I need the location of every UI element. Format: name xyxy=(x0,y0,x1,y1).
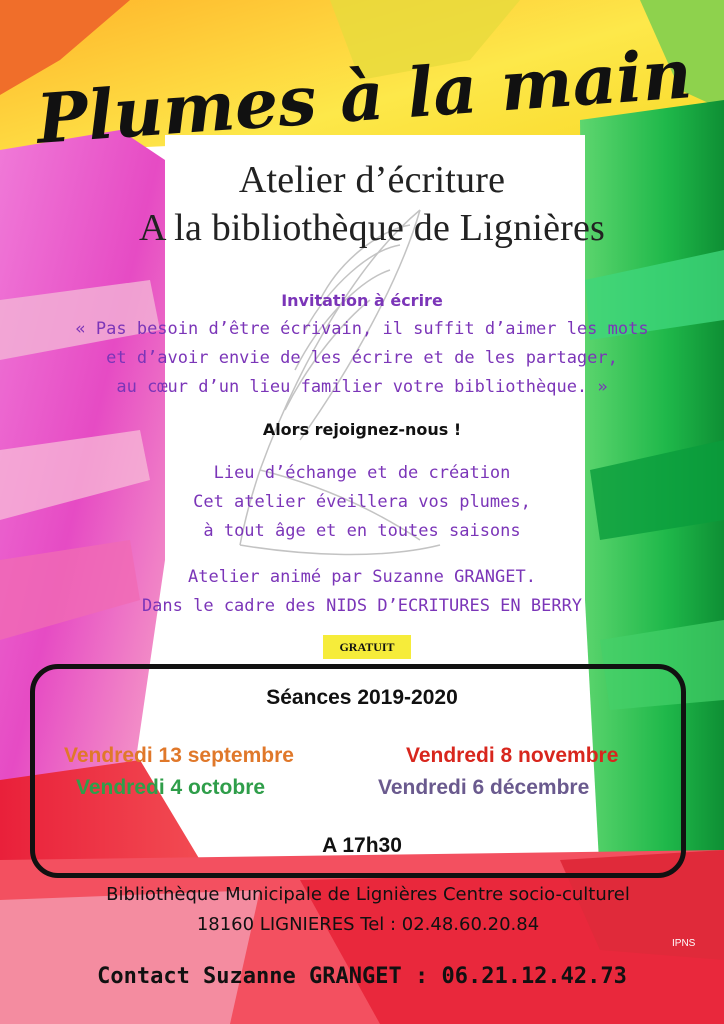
animation-line: Atelier animé par Suzanne GRANGET. xyxy=(188,567,536,587)
session-date: Vendredi 13 septembre xyxy=(64,744,294,767)
invitation-block xyxy=(0,286,724,402)
place-line: Lieu d’échange et de création xyxy=(213,463,511,483)
subtitle-line-2: A la bibliothèque de Lignières xyxy=(138,207,606,249)
subtitle-line-1: Atelier d’écriture xyxy=(238,159,506,201)
invitation-line: « Pas besoin d’être écrivain, il suffit d’aimer les mots xyxy=(75,319,649,339)
invitation-line: et d’avoir envie de les écrire et de les partager, xyxy=(106,348,618,368)
join-us-text: Alors rejoignez-nous ! xyxy=(262,420,462,439)
session-date: Vendredi 4 octobre xyxy=(76,776,266,799)
invitation-heading: Invitation à écrire xyxy=(281,291,443,310)
session-date: Vendredi 6 décembre xyxy=(378,776,590,799)
invitation-line: au cœur d’un lieu familier votre bibliothèque. » xyxy=(116,377,608,397)
contact-line: Contact Suzanne GRANGET : 06.21.12.42.73 xyxy=(97,964,627,989)
place-line: à tout âge et en toutes saisons xyxy=(203,521,521,541)
address-line-2: 18160 LIGNIERES Tel : 02.48.60.20.84 xyxy=(196,914,540,935)
sessions-title: Séances 2019-2020 xyxy=(266,686,458,709)
free-badge: GRATUIT xyxy=(323,635,411,659)
animation-line: Dans le cadre des NIDS D’ECRITURES EN BERRY xyxy=(141,596,583,616)
session-date: Vendredi 8 novembre xyxy=(406,744,619,767)
poster-title xyxy=(20,28,710,168)
ipns-label: IPNS xyxy=(672,938,696,949)
place-line: Cet atelier éveillera vos plumes, xyxy=(193,492,531,512)
place-block xyxy=(0,459,724,546)
animation-block xyxy=(0,563,724,621)
svg-text:Plumes à la main: Plumes à la main xyxy=(34,34,695,160)
address-line-1: Bibliothèque Municipale de Lignières Centre socio-culturel xyxy=(106,884,630,905)
session-time: A 17h30 xyxy=(322,834,402,857)
